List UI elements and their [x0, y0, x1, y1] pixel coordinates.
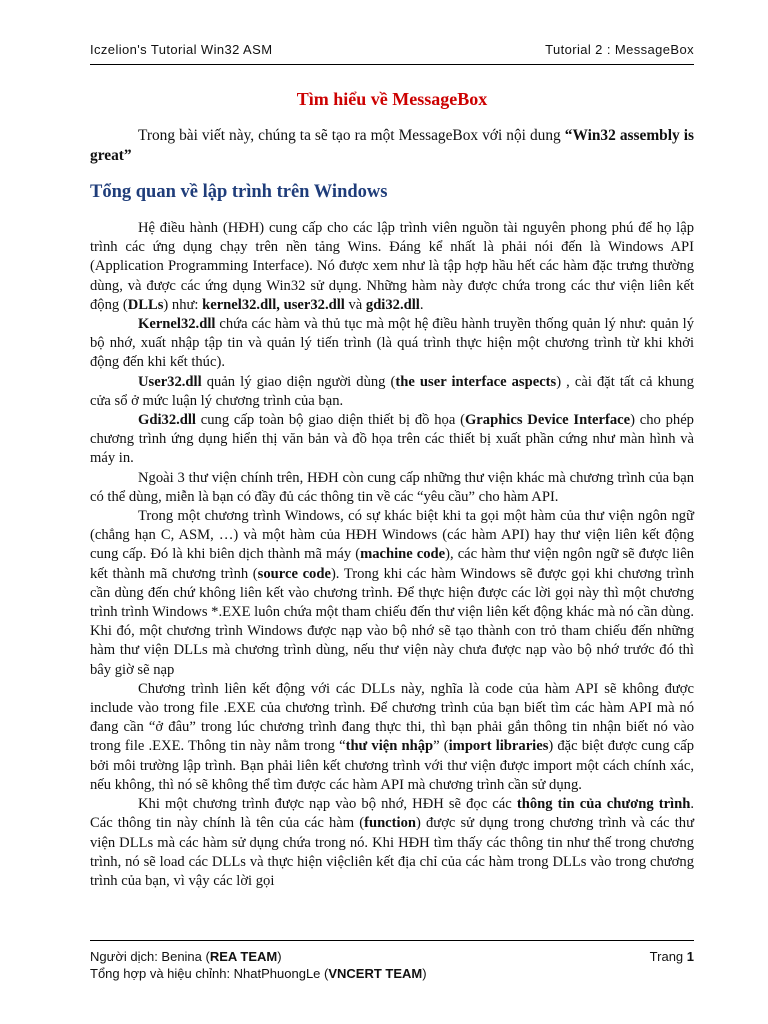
footer-line-1	[90, 948, 694, 965]
intro-text: Trong bài viết này, chúng ta sẽ tạo ra một MessageBox với nội dung	[138, 127, 565, 144]
p3-text-c: ) , cài đặt tất cả khung cửa sổ ở mức luận lý chương trình của bạn.	[90, 373, 694, 409]
p1-text-d: và	[344, 296, 366, 313]
paragraph-1	[90, 219, 694, 315]
header-left-text: Iczelion's Tutorial Win32 ASM	[90, 42, 273, 57]
translator-close: )	[277, 949, 282, 964]
intro-quote: “Win32 assembly is great”	[90, 127, 694, 164]
paragraph-6	[90, 507, 694, 680]
footer-line-2	[90, 965, 694, 982]
p6-text-c: ). Trong khi các hàm Windows sẽ được gọi khi chương trình cần dùng đến chứ không liên kết vào chương trình. Để thực hiện được các lời gọi này thì một chương trình trình Windows *.EXE luôn chứa một tham chiếu đến thư viện liên kết động khác mà nó cần dùng. Khi đó, một chương trình Windows được nạp vào bộ nhớ sẽ tạo thành con trỏ tham chiếu đến những hàm thư viện DLLs mà chương trình dùng, nếu thư viện này chưa được nạp vào bộ nhớ trước đó thì bây giờ sẽ nạp	[90, 565, 694, 678]
page-number-value: 1	[686, 949, 694, 964]
p1-bold-libs: kernel32.dll, user32.dll	[202, 296, 345, 313]
page-label: Trang	[649, 949, 687, 964]
p6-bold-source-code: source code	[257, 565, 331, 582]
p8-bold-program-info: thông tin của chương trình	[516, 796, 691, 813]
paragraph-7	[90, 680, 694, 795]
intro-paragraph	[90, 126, 694, 166]
p4-bold-gdi-name: Graphics Device Interface	[464, 412, 631, 429]
p8-text-c: ) được sử dụng trong chương trình và các thư viện DLLs mà các hàm sử dụng chứa trong nó. Khi HĐH tìm thấy các thông tin như thế trong chương trình, nó sẽ load các DLLs và thực hiện việcliên kết địa chỉ của các hàm trong DLLs vào trong chương trình của bạn, vì vậy các lời gọi	[90, 815, 694, 889]
p8-bold-function: function	[364, 815, 416, 832]
page-header	[90, 42, 694, 57]
footer-divider	[90, 940, 694, 941]
header-right-text: Tutorial 2 : MessageBox	[545, 42, 694, 57]
translator-team: REA TEAM	[209, 949, 278, 964]
paragraph-4	[90, 411, 694, 469]
p6-bold-machine-code: machine code	[360, 546, 446, 563]
p2-bold-kernel: Kernel32.dll	[138, 316, 216, 333]
p7-bold-import-libraries: import libraries	[448, 738, 549, 755]
p1-bold-gdi: gdi32.dll	[365, 296, 420, 313]
p3-bold-user32: User32.dll	[138, 373, 202, 390]
p4-text-c: ) cho phép chương trình ứng dụng hiển thị văn bản và đồ họa trên các thiết bị xuất phần cứng như màn hình và máy in.	[90, 412, 694, 467]
section-heading: Tổng quan về lập trình trên Windows	[90, 182, 388, 202]
translator-label: Người dịch: Benina (	[90, 949, 210, 964]
p4-bold-gdi32: Gdi32.dll	[138, 412, 196, 429]
p1-text-e: .	[419, 296, 424, 313]
editor-label: Tổng hợp và hiệu chỉnh: NhatPhuongLe (	[90, 966, 329, 981]
page-footer	[90, 948, 694, 982]
p1-text-a: Hệ điều hành (HĐH) cung cấp cho các lập trình viên nguồn tài nguyên phong phú để họ lập trình các ứng dụng chạy trên nền tảng Wins. Đáng kể nhất là phải nói đến là Windows API (Application Programming Interface). Nó được xem như là tập hợp hầu hết các hàm đặc trưng thường dùng, và được các ứng dụng Win32 sử dụng. Những hàm này được chứa trong các thư viện liên kết động (	[90, 220, 694, 313]
p7-text-c: ) đặc biệt được cung cấp bởi môi trường lập trình. Bạn phải liên kết chương trình với thư viện được import một cách chính xác, nếu không, thì nó sẽ không thể tìm được các hàm API mà chương trình cần sử dụng.	[90, 738, 694, 793]
p4-text-a: cung cấp toàn bộ giao diện thiết bị đồ họa (	[196, 412, 465, 429]
p6-text-a: Trong một chương trình Windows, có sự khác biệt khi ta gọi một hàm của thư viện ngôn ngữ (chẳng hạn C, ASM, …) và một hàm của HĐH Windows (các hàm API) hay thư viện liên kết động cung cấp. Đó là khi biên dịch thành mã máy (	[90, 508, 694, 563]
footer-translator	[90, 948, 282, 965]
page-number	[650, 948, 694, 965]
p3-text-a: quản lý giao diện người dùng (	[201, 373, 396, 390]
body-text	[90, 219, 694, 891]
p8-text-b: . Các thông tin này chính là tên của các hàm (	[90, 796, 694, 832]
p3-bold-ui-aspects: the user interface aspects	[395, 373, 557, 390]
p7-text-b: ” (	[433, 738, 449, 755]
p1-bold-dlls: DLLs	[127, 296, 164, 313]
p6-text-b: ), các hàm thư viện ngôn ngữ sẽ được liên kết thành mã chương trình (	[90, 546, 694, 582]
paragraph-2	[90, 315, 694, 373]
p8-text-a: Khi một chương trình được nạp vào bộ nhớ, HĐH sẽ đọc các	[138, 796, 517, 813]
editor-close: )	[422, 966, 427, 981]
p5-text: Ngoài 3 thư viện chính trên, HĐH còn cung cấp những thư viện khác mà chương trình của bạn có thể dùng, miễn là bạn có đầy đủ các thông tin về các “yêu cầu” cho hàm API.	[90, 469, 694, 505]
p1-text-c: ) như:	[163, 296, 203, 313]
p7-text-a: Chương trình liên kết động với các DLLs này, nghĩa là code của hàm API sẽ không được include vào trong file .EXE của chương trình. Để chương trình của bạn biết tìm các hàm API mà nó đang cần “ở đâu” trong lúc chương trình đang thực thi, thì bạn phải gắn thông tin nhận biết nó vào trong file .EXE. Thông tin này nằm trong “	[90, 680, 694, 755]
header-divider	[90, 64, 694, 65]
p7-bold-import-vn: thư viện nhập	[345, 738, 434, 755]
paragraph-5	[90, 469, 694, 507]
document-title: Tìm hiểu về MessageBox	[296, 89, 488, 109]
p2-text: chứa các hàm và thủ tục mà một hệ điều hành truyền thống quản lý như: quản lý bộ nhớ, xuất nhập tập tin và quản lý tiến trình (là quá trình thực hiện một chương trình từ khi khởi động đến khi kết thúc).	[90, 316, 694, 371]
editor-team: VNCERT TEAM	[328, 966, 423, 981]
paragraph-3	[90, 373, 694, 411]
paragraph-8	[90, 795, 694, 891]
